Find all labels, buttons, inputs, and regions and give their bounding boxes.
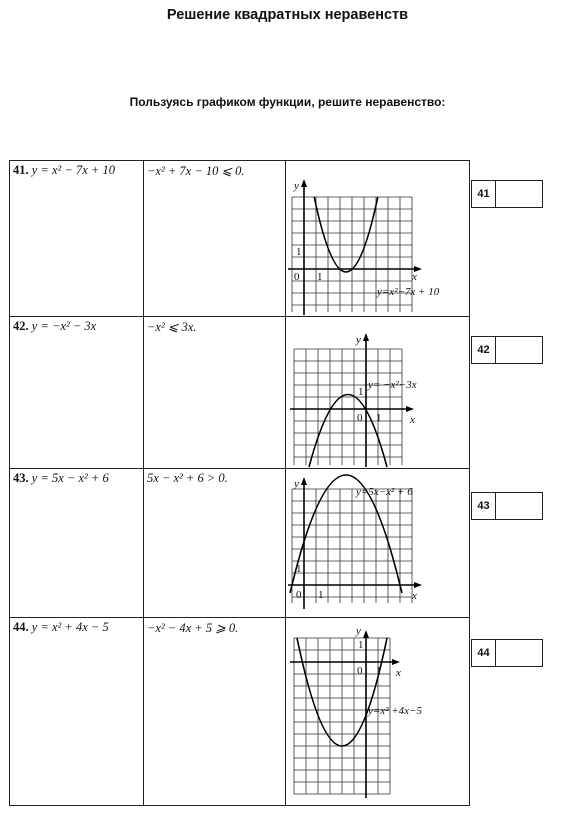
x-axis-label: x [412, 271, 417, 283]
inequality-cell [144, 317, 286, 469]
origin-label: 0 [357, 412, 363, 424]
origin-label: 0 [357, 665, 363, 677]
inequality-text: −x² ⩽ 3x. [147, 320, 197, 334]
graph-cell [286, 618, 470, 806]
unit-label-x: 1 [318, 589, 324, 601]
task-row-41 [10, 161, 470, 317]
function-cell [10, 161, 144, 317]
answer-box-44 [471, 639, 543, 667]
graph-equation-label: y=x² +4x−5 [368, 705, 422, 717]
inequality-cell [144, 469, 286, 618]
answer-label: 41 [472, 181, 496, 207]
x-axis-label: x [412, 590, 417, 602]
parabola-graph-42 [286, 317, 469, 468]
task-row-42 [10, 317, 470, 469]
unit-label-y: 1 [296, 246, 302, 258]
graph-cell [286, 469, 470, 618]
unit-label-x: 1 [376, 412, 382, 424]
inequality-cell [144, 618, 286, 806]
graph-cell [286, 317, 470, 469]
task-number: 42. [13, 319, 29, 333]
function-formula: y = −x² − 3x [31, 319, 97, 333]
page-title: Решение квадратных неравенств [166, 7, 409, 23]
answer-field[interactable] [496, 181, 542, 207]
inequality-text: −x² − 4x + 5 ⩾ 0. [147, 621, 239, 635]
x-axis-label: x [396, 667, 401, 679]
unit-label-y: 1 [358, 386, 364, 398]
function-formula: y = x² + 4x − 5 [31, 620, 109, 634]
y-axis-label: y [356, 625, 361, 637]
unit-label-y: 1 [358, 639, 364, 651]
answer-field[interactable] [496, 337, 542, 363]
inequality-cell [144, 161, 286, 317]
parabola-graph-43 [286, 469, 469, 617]
answer-label: 43 [472, 493, 496, 519]
unit-label-x: 1 [376, 665, 382, 677]
inequality-text: −x² + 7x − 10 ⩽ 0. [147, 164, 245, 178]
task-row-44 [10, 618, 470, 806]
y-axis-label: y [294, 478, 299, 490]
origin-label: 0 [294, 271, 300, 283]
function-cell [10, 317, 144, 469]
graph-equation-label: y=x²−7x + 10 [377, 286, 440, 298]
inequality-text: 5x − x² + 6 > 0. [147, 471, 228, 485]
graph-cell [286, 161, 470, 317]
function-formula: y = x² − 7x + 10 [31, 163, 115, 177]
parabola-graph-44 [286, 618, 469, 805]
origin-label: 0 [296, 589, 302, 601]
parabola-graph-41 [286, 161, 469, 316]
graph-equation-label: y= −x²−3x [368, 379, 417, 391]
function-formula: y = 5x − x² + 6 [31, 471, 109, 485]
answer-field[interactable] [496, 640, 542, 666]
task-number: 41. [13, 163, 29, 177]
function-cell [10, 469, 144, 618]
answer-box-41 [471, 180, 543, 208]
task-number: 44. [13, 620, 29, 634]
answer-box-43 [471, 492, 543, 520]
task-number: 43. [13, 471, 29, 485]
answer-field[interactable] [496, 493, 542, 519]
answer-box-42 [471, 336, 543, 364]
y-axis-label: y [294, 180, 299, 192]
answer-label: 44 [472, 640, 496, 666]
task-row-43 [10, 469, 470, 618]
unit-label-y: 1 [296, 563, 302, 575]
function-cell [10, 618, 144, 806]
x-axis-label: x [410, 414, 415, 426]
tasks-table [9, 160, 470, 806]
y-axis-label: y [356, 334, 361, 346]
answer-label: 42 [472, 337, 496, 363]
unit-label-x: 1 [317, 271, 323, 283]
instruction-text: Пользуясь графиком функции, решите неравенство: [129, 95, 446, 109]
graph-equation-label: y=5x−x² + 6 [356, 486, 413, 498]
